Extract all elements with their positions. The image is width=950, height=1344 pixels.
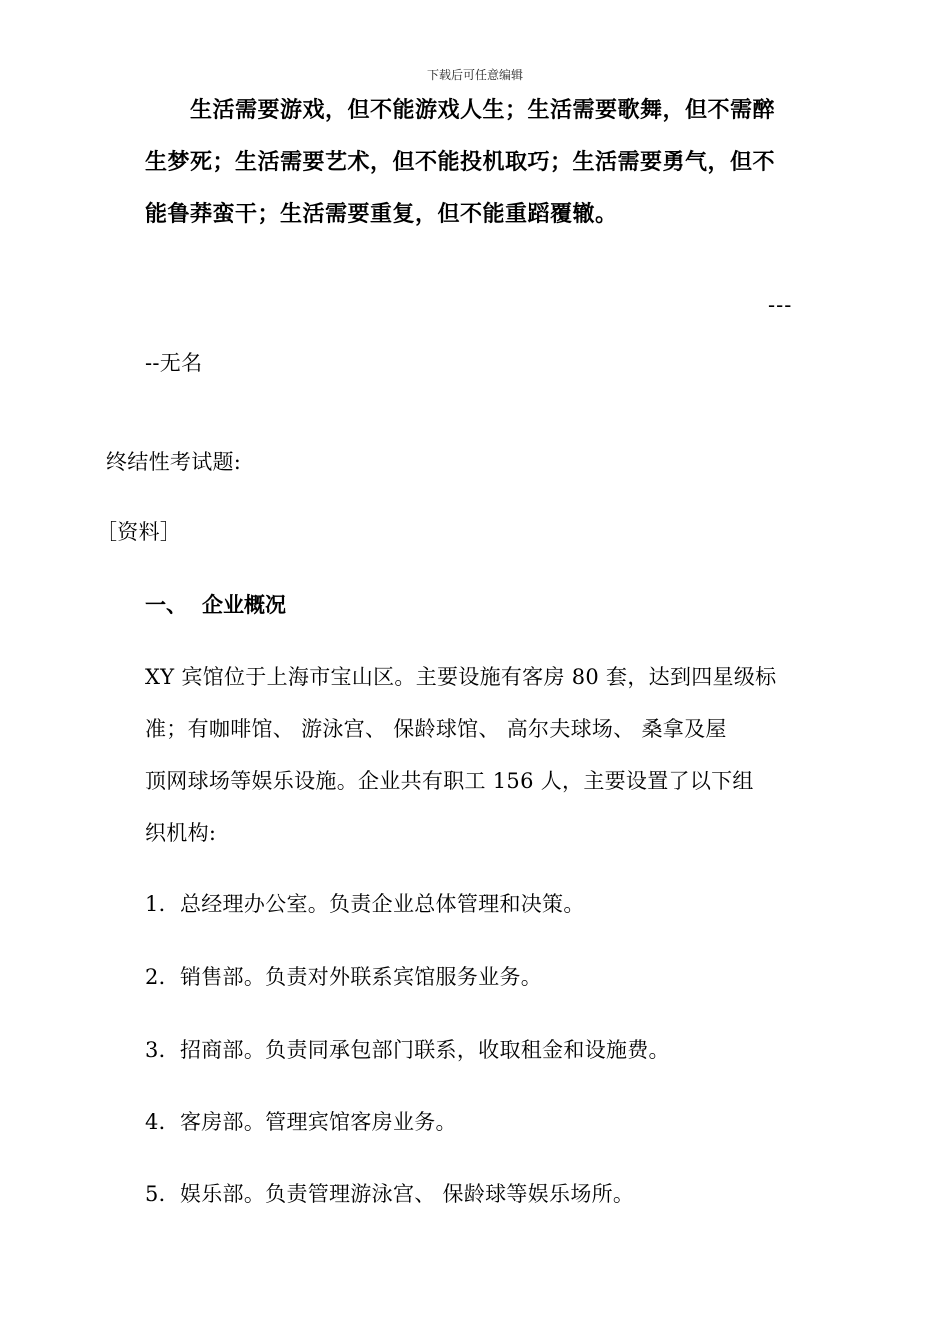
section-title: 企业概况 — [202, 593, 286, 617]
exam-title: 终结性考试题: — [106, 450, 242, 474]
section-number: 一、 — [145, 593, 187, 617]
page-header: 下载后可任意编辑 — [426, 68, 523, 82]
quote-line-1: 生活需要游戏，但不能游戏人生；生活需要歌舞，但不需醉 — [190, 98, 776, 123]
org-list-item: 5．娱乐部。负责管理游泳宫、 保龄球等娱乐场所。 — [145, 1182, 635, 1206]
org-list-item: 4．客房部。管理宾馆客房业务。 — [145, 1110, 457, 1134]
materials-label: ［资料］ — [96, 520, 182, 544]
overview-line-1: XY 宾馆位于上海市宝山区。主要设施有客房 80 套，达到四星级标 — [145, 665, 777, 689]
overview-line-2: 准；有咖啡馆、 游泳宫、 保龄球馆、 高尔夫球场、 桑拿及屋 — [145, 717, 727, 741]
org-list-item: 2．销售部。负责对外联系宾馆服务业务。 — [145, 965, 543, 989]
org-list-item: 3．招商部。负责同承包部门联系，收取租金和设施费。 — [145, 1038, 670, 1062]
quote-dash: --- — [768, 293, 793, 317]
quote-line-3: 能鲁莽蛮干；生活需要重复，但不能重蹈覆辙。 — [145, 202, 618, 227]
overview-line-3: 顶网球场等娱乐设施。企业共有职工 156 人，主要设置了以下组 — [145, 769, 754, 793]
overview-line-4: 织机构: — [145, 821, 217, 845]
quote-line-2: 生梦死；生活需要艺术，但不能投机取巧；生活需要勇气，但不 — [145, 150, 776, 175]
quote-author: --无名 — [145, 351, 203, 375]
org-list-item: 1．总经理办公室。负责企业总体管理和决策。 — [145, 892, 585, 916]
